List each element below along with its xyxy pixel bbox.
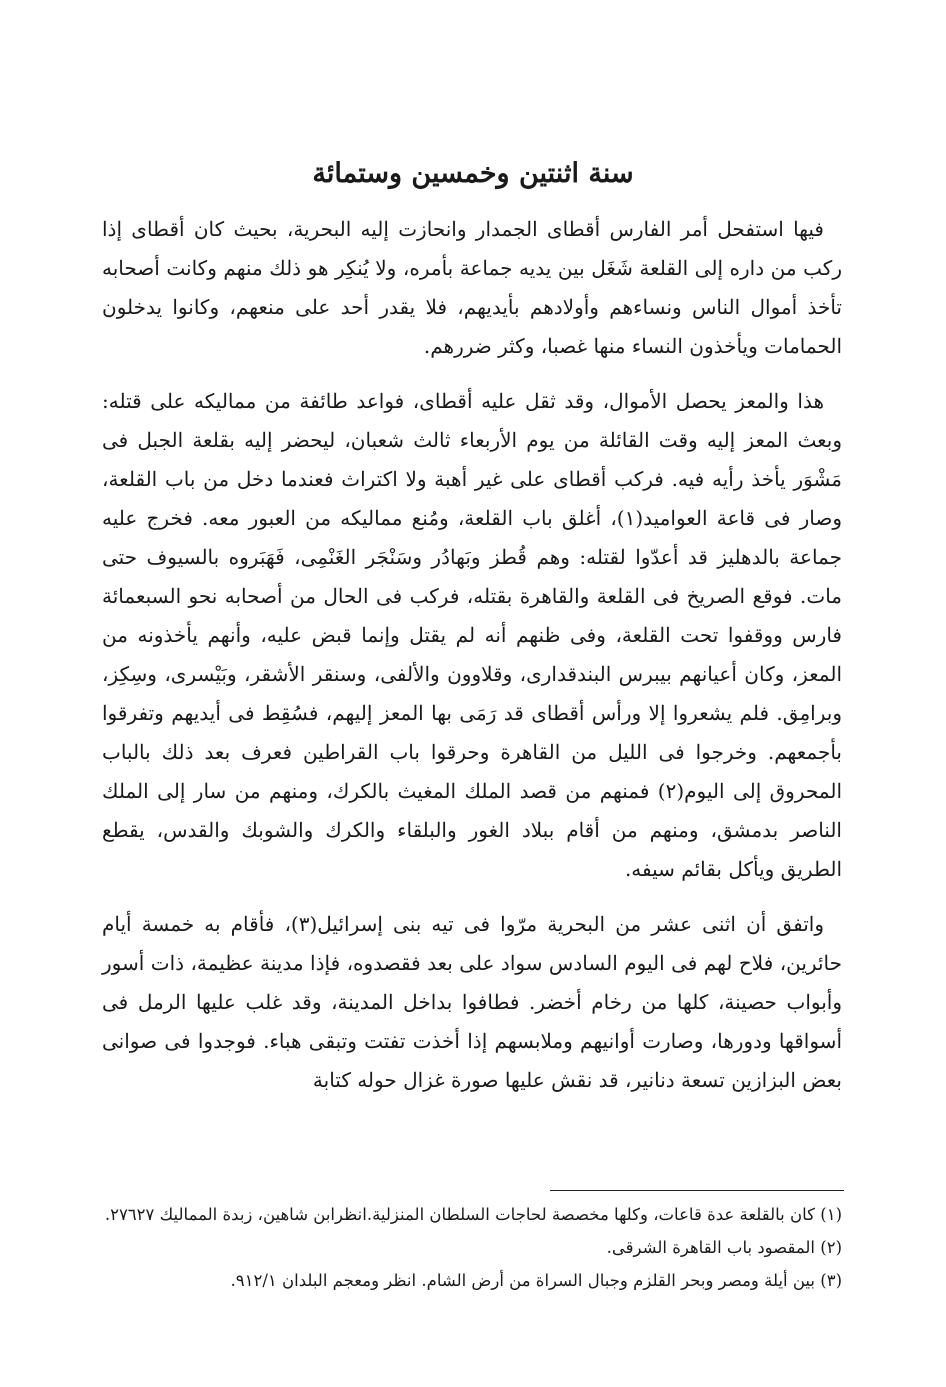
footnote-2: (٢) المقصود باب القاهرة الشرقى. <box>606 1238 842 1257</box>
footnote-1: (١) كان بالقلعة عدة قاعات، وكلها مخصصة لحاجات السلطان المنزلية.انظرابن شاهين، زبدة المماليك ٢٧٦٢٧. <box>104 1205 842 1224</box>
paragraph-1: فيها استفحل أمر الفارس أقطاى الجمدار وانحازت إليه البحرية، بحيث كان أقطاى إذا ركب من داره إلى القلعة شَغَل بين يديه جماعة بأمره، ولا يُنكِر هو ذلك منهم وكانت أصحابه تأخذ أموال الناس ونساءهم وأولادهم بأيديهم، فلا يقدر أحد على منعهم، وكانوا يدخلون الحمامات ويأخذون النساء منها غصبا، وكثر ضررهم. <box>102 217 842 358</box>
main-text <box>102 210 842 1100</box>
page-title: سنة اثنتين وخمسين وستمائة <box>312 158 634 189</box>
footnote-3: (٣) بين أيلة ومصر وبحر القلزم وجبال السراة من أرض الشام. انظر ومعجم البلدان ٩١٢/١. <box>230 1271 842 1290</box>
footnotes <box>102 1200 842 1299</box>
footnote-divider <box>550 1190 844 1191</box>
paragraph-3: واتفق أن اثنى عشر من البحرية مرّوا فى تيه بنى إسرائيل(٣)، فأقام به خمسة أيام حائرين، فلاح لهم فى اليوم السادس سواد على بعد فقصدوه، فإذا مدينة عظيمة، ذات أسور وأبواب حصينة، كلها من رخام أخضر. فطافوا بداخل المدينة، وقد غلب عليها الرمل فى أسواقها ودورها، وصارت أوانيهم وملابسهم إذا أخذت تفتت وتبقى هباء. فوجدوا فى صوانى بعض البزازين تسعة دنانير، قد نقش عليها صورة غزال حوله كتابة <box>102 912 843 1092</box>
paragraph-2: هذا والمعز يحصل الأموال، وقد ثقل عليه أقطاى، فواعد طائفة من مماليكه على قتله: وبعث المعز إليه وقت القائلة من يوم الأربعاء ثالث شعبان، ليحضر إليه بقلعة الجبل فى مَشْوَر يأخذ رأيه فيه. فركب أقطاى على غير أهبة ولا اكتراث فعندما دخل من باب القلعة، وصار فى قاعة العواميد(١)، أغلق باب القلعة، ومُنع مماليكه من العبور معه. فخرج عليه جماعة بالدهليز قد أعدّوا لقتله: وهم قُطز وبَهادُر وسَنْجَر الغَنْمِى، فَهَبَروه بالسيوف حتى مات. فوقع الصريخ فى القلعة والقاهرة بقتله، فركب فى الحال من أصحابه نحو السبعمائة فارس ووقفوا تحت القلعة، وفى ظنهم أنه لم يقتل وإنما قبض عليه، وأنهم يأخذونه من المعز، وكان أعيانهم بيبرس البندقدارى، وقلاوون والألفى، وسنقر الأشقر، وبَيْسرى، وسِكِز، وبرامِق. فلم يشعروا إلا ورأس أقطاى قد رَمَى بها المعز إليهم، فسُقِط فى أيديهم وتفرقوا بأجمعهم. وخرجوا فى الليل من القاهرة وحرقوا باب القراطين فعرف بعد ذلك بالباب المحروق إلى اليوم(٢) فمنهم من قصد الملك المغيث بالكرك، ومنهم من سار إلى الملك الناصر بدمشق، ومنهم من أقام ببلاد الغور والبلقاء والكرك والشوبك والقدس، يقطع الطريق ويأكل بقائم سيفه. <box>102 389 842 881</box>
